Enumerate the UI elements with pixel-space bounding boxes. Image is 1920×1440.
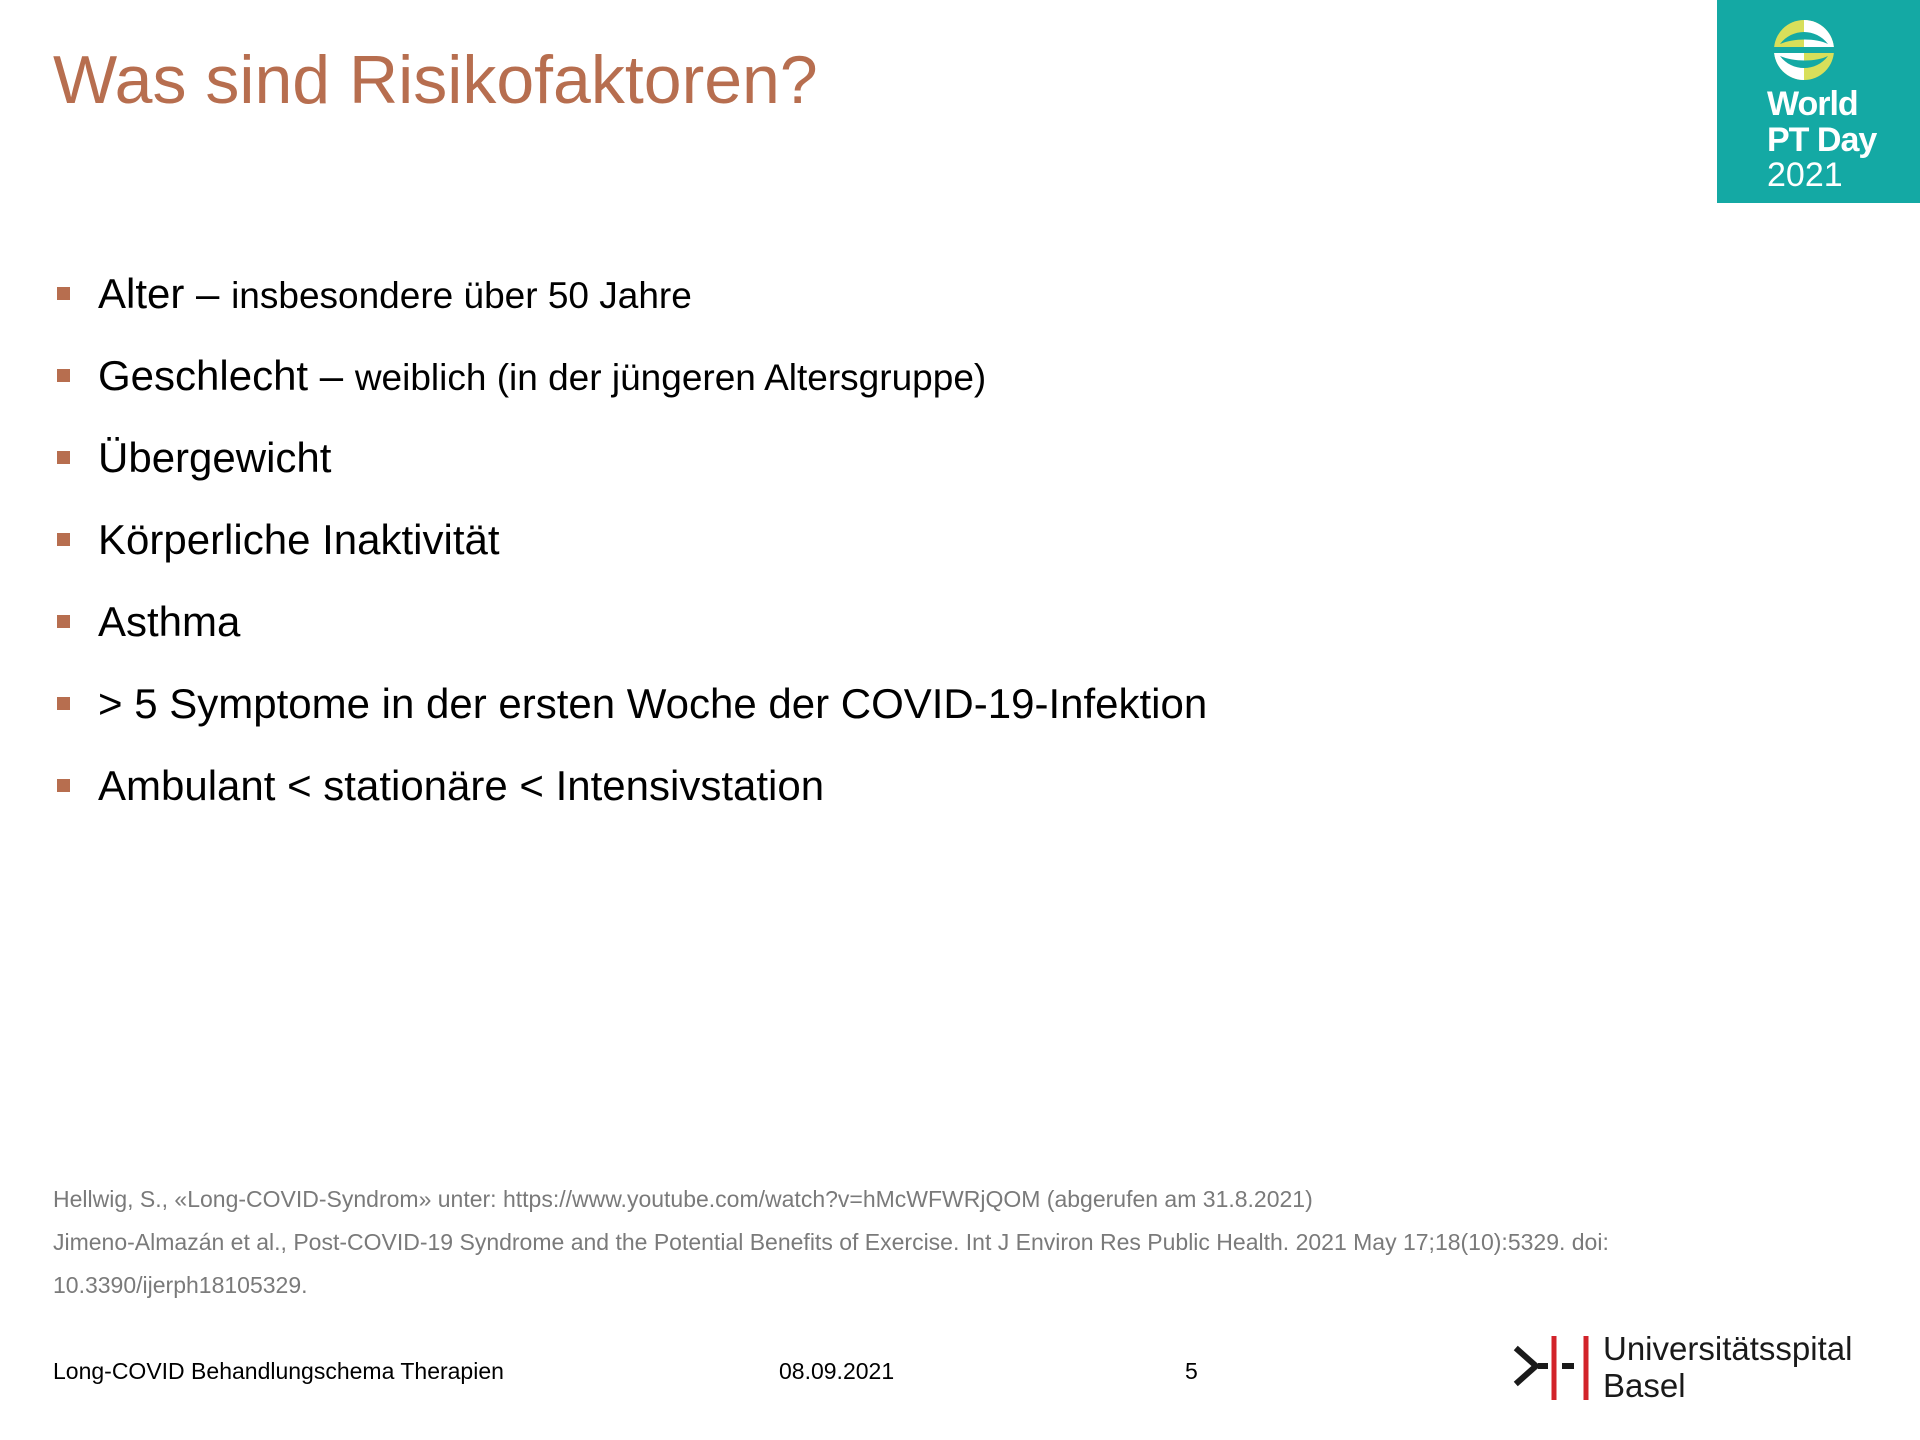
footer-title: Long-COVID Behandlungschema Therapien — [53, 1358, 504, 1384]
reference-line: Jimeno-Almazán et al., Post-COVID-19 Syndrome and the Potential Benefits of Exercise. Int J Environ Res Public Health. 2021 May 17;18(10):5329. doi: — [53, 1229, 1609, 1255]
badge-pt-day-text: PT Day — [1767, 121, 1877, 159]
hospital-name-line1: Universitätsspital — [1603, 1330, 1853, 1367]
list-item — [55, 590, 1207, 672]
bullet-main-text: Geschlecht – — [98, 352, 355, 399]
bullet-square-icon — [57, 451, 70, 464]
list-item — [55, 508, 1207, 590]
bullet-square-icon — [57, 287, 70, 300]
hospital-name-line2: Basel — [1603, 1367, 1686, 1404]
badge-year-text: 2021 — [1767, 156, 1843, 194]
page-number: 5 — [1185, 1358, 1198, 1384]
list-item — [55, 344, 1207, 426]
universitaetsspital-basel-logo-icon — [1512, 1332, 1592, 1404]
list-item — [55, 426, 1207, 508]
bullet-main-text: Asthma — [98, 598, 241, 645]
bullet-main-text: Übergewicht — [98, 434, 332, 481]
bullet-sub-text: insbesondere über 50 Jahre — [231, 275, 692, 316]
references — [53, 1178, 1693, 1307]
bullet-square-icon — [57, 369, 70, 382]
bullet-square-icon — [57, 615, 70, 628]
world-pt-day-badge — [1717, 0, 1920, 203]
bullet-main-text: > 5 Symptome in der ersten Woche der COVID-19-Infektion — [98, 680, 1208, 727]
bullet-main-text: Alter – — [98, 270, 232, 317]
list-item — [55, 262, 1207, 344]
world-pt-day-logo-icon — [1772, 18, 1836, 82]
bullet-main-text: Körperliche Inaktivität — [98, 516, 500, 563]
reference-line: 10.3390/ijerph18105329. — [53, 1272, 308, 1298]
hospital-name — [1603, 1330, 1852, 1404]
badge-world-text: World — [1767, 85, 1858, 123]
bullet-square-icon — [57, 697, 70, 710]
hospital-logo — [1512, 1332, 1872, 1406]
risk-factor-list — [55, 262, 1207, 836]
reference-line: Hellwig, S., «Long-COVID-Syndrom» unter: https://www.youtube.com/watch?v=hMcWFWRjQOM (abgerufen am 31.8.2021) — [53, 1186, 1313, 1212]
bullet-square-icon — [57, 779, 70, 792]
footer-date: 08.09.2021 — [779, 1358, 895, 1384]
slide-title: Was sind Risikofaktoren? — [53, 42, 818, 118]
list-item — [55, 754, 1207, 836]
bullet-main-text: Ambulant < stationäre < Intensivstation — [98, 762, 825, 809]
list-item — [55, 672, 1207, 754]
bullet-sub-text: weiblich (in der jüngeren Altersgruppe) — [354, 357, 987, 398]
bullet-square-icon — [57, 533, 70, 546]
